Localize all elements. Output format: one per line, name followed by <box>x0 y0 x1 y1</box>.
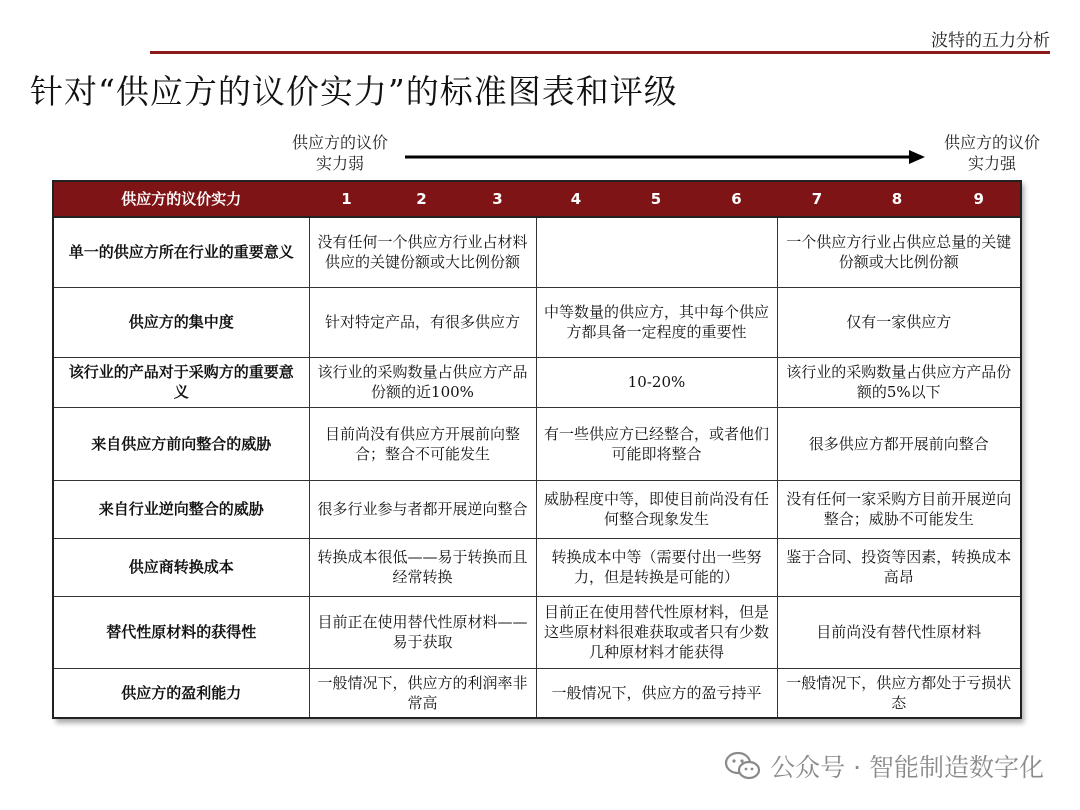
weak-cell: 目前正在使用替代性原材料——易于获取 <box>309 596 536 668</box>
level-header: 8 <box>857 181 937 217</box>
watermark-text: 公众号 · 智能制造数字化 <box>770 753 1044 782</box>
header-factor-label: 供应方的议价实力 <box>53 181 309 217</box>
medium-cell: 10-20% <box>536 357 777 407</box>
scale-arrow-icon <box>405 148 925 166</box>
watermark <box>724 748 1044 784</box>
strong-cell: 鉴于合同、投资等因素，转换成本高昂 <box>777 538 1021 596</box>
factor-label: 供应方的集中度 <box>53 287 309 357</box>
strong-cell: 很多供应方都开展前向整合 <box>777 407 1021 480</box>
weak-cell: 针对特定产品，有很多供应方 <box>309 287 536 357</box>
factor-label: 单一的供应方所在行业的重要意义 <box>53 217 309 287</box>
strong-cell: 仅有一家供应方 <box>777 287 1021 357</box>
strong-cell: 一般情况下，供应方都处于亏损状态 <box>777 668 1021 718</box>
page-title: 针对“供应方的议价实力”的标准图表和评级 <box>30 72 678 111</box>
strong-cell: 一个供应方行业占供应总量的关键份额或大比例份额 <box>777 217 1021 287</box>
weak-cell: 转换成本很低——易于转换而且经常转换 <box>309 538 536 596</box>
strong-cell: 没有任何一家采购方目前开展逆向整合；威胁不可能发生 <box>777 480 1021 538</box>
table-row <box>53 596 1021 668</box>
medium-cell: 有一些供应方已经整合，或者他们可能即将整合 <box>536 407 777 480</box>
table-row <box>53 287 1021 357</box>
factor-label: 替代性原材料的获得性 <box>53 596 309 668</box>
medium-cell: 威胁程度中等，即使目前尚没有任何整合现象发生 <box>536 480 777 538</box>
table-row <box>53 217 1021 287</box>
medium-cell: 一般情况下，供应方的盈亏持平 <box>536 668 777 718</box>
factor-label: 供应商转换成本 <box>53 538 309 596</box>
weak-cell: 没有任何一个供应方行业占材料供应的关键份额或大比例份额 <box>309 217 536 287</box>
factor-label: 来自供应方前向整合的威胁 <box>53 407 309 480</box>
table-row <box>53 357 1021 407</box>
weak-cell: 目前尚没有供应方开展前向整合；整合不可能发生 <box>309 407 536 480</box>
table-header-row <box>53 181 1021 217</box>
strong-cell: 目前尚没有替代性原材料 <box>777 596 1021 668</box>
level-header: 1 <box>309 181 384 217</box>
rating-table <box>52 180 1022 719</box>
level-header: 7 <box>777 181 857 217</box>
table-row <box>53 538 1021 596</box>
section-label: 波特的五力分析 <box>931 31 1050 51</box>
strong-cell: 该行业的采购数量占供应方产品份额的5%以下 <box>777 357 1021 407</box>
rating-table-wrapper <box>52 180 1020 719</box>
level-header: 2 <box>384 181 459 217</box>
table-row <box>53 480 1021 538</box>
medium-cell: 转换成本中等（需要付出一些努力，但是转换是可能的） <box>536 538 777 596</box>
table-row <box>53 668 1021 718</box>
factor-label: 供应方的盈利能力 <box>53 668 309 718</box>
weak-cell: 一般情况下，供应方的利润率非常高 <box>309 668 536 718</box>
medium-cell: 中等数量的供应方，其中每个供应方都具备一定程度的重要性 <box>536 287 777 357</box>
level-header: 9 <box>937 181 1021 217</box>
level-header: 5 <box>616 181 696 217</box>
wechat-icon <box>724 751 762 781</box>
top-rule <box>150 51 1050 54</box>
level-header: 4 <box>536 181 616 217</box>
scale-weak-label: 供应方的议价 实力弱 <box>291 133 388 173</box>
scale-strong-label: 供应方的议价 实力强 <box>943 133 1040 173</box>
factor-label: 该行业的产品对于采购方的重要意义 <box>53 357 309 407</box>
level-header: 6 <box>696 181 777 217</box>
medium-cell: 目前正在使用替代性原材料，但是这些原材料很难获取或者只有少数几种原材料才能获得 <box>536 596 777 668</box>
medium-cell <box>536 217 777 287</box>
table-row <box>53 407 1021 480</box>
level-header: 3 <box>459 181 536 217</box>
weak-cell: 该行业的采购数量占供应方产品份额的近100% <box>309 357 536 407</box>
factor-label: 来自行业逆向整合的威胁 <box>53 480 309 538</box>
weak-cell: 很多行业参与者都开展逆向整合 <box>309 480 536 538</box>
